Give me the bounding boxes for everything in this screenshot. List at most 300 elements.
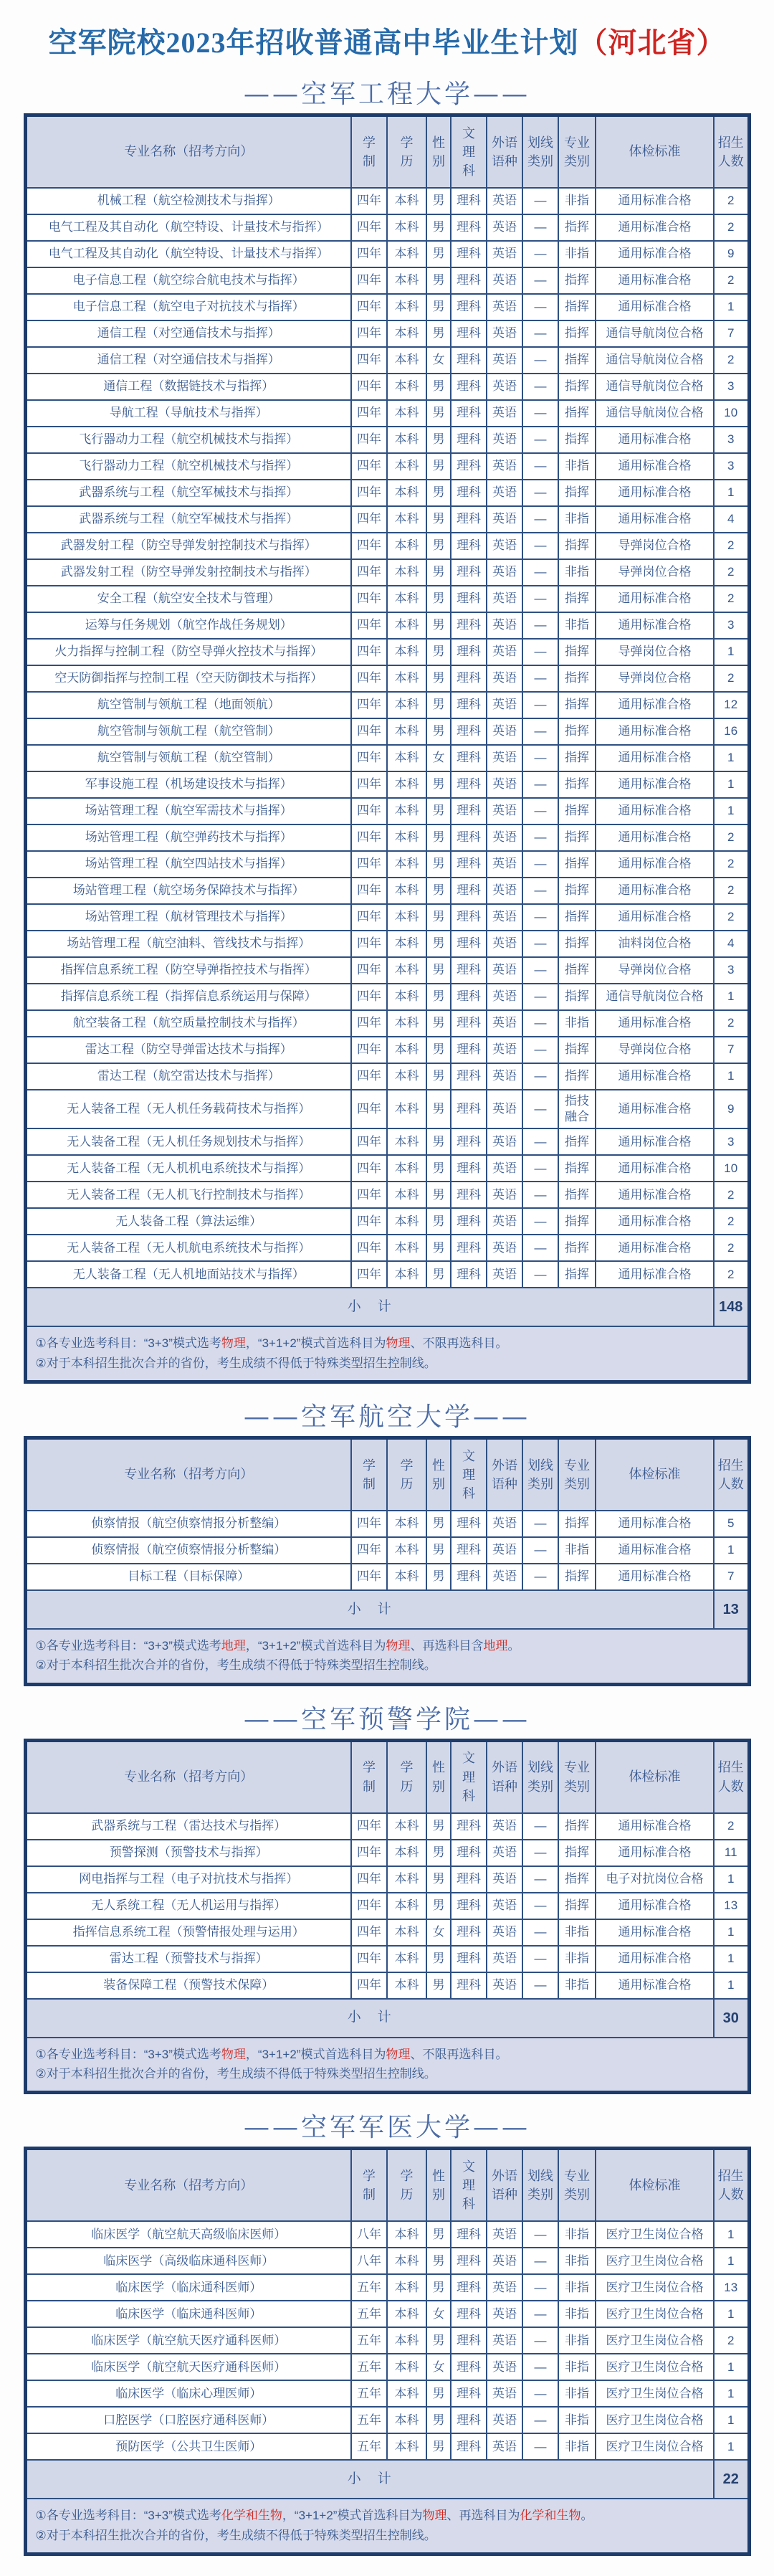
cell-track: 理科 (451, 374, 487, 400)
cell-years: 四年 (351, 639, 387, 665)
column-header-label: 专业名称（招考方向） (124, 1467, 254, 1482)
cell-language: 英语 (487, 2380, 522, 2407)
cell-line-category: — (522, 2221, 558, 2248)
cell-gender: 男 (426, 1972, 451, 1999)
cell-language: 英语 (487, 427, 522, 453)
cell-language: 英语 (487, 2407, 522, 2433)
cell-major: 场站管理工程（航空四站技术与指挥） (25, 851, 351, 878)
subtotal-row (25, 1590, 749, 1629)
column-header (25, 115, 351, 189)
cell-medical-standard: 通用标准合格 (596, 1564, 714, 1590)
cell-line-category: — (522, 692, 558, 718)
university-section (0, 1397, 774, 1686)
cell-degree: 本科 (387, 188, 426, 214)
cell-medical-standard: 油料岗位合格 (596, 931, 714, 957)
cell-years: 四年 (351, 1155, 387, 1182)
cell-medical-standard: 通用标准合格 (596, 745, 714, 771)
cell-years: 八年 (351, 2248, 387, 2274)
cell-track: 理科 (451, 1564, 487, 1590)
subtotal-label: 小 计 (25, 1288, 714, 1326)
note-segment: 物理 (386, 1336, 411, 1351)
cell-major-category: 指挥 (558, 1261, 596, 1288)
cell-count: 9 (714, 241, 749, 267)
cell-gender: 男 (426, 2327, 451, 2354)
cell-major: 临床医学（航空航天医疗通科医师） (25, 2327, 351, 2354)
cell-major: 指挥信息系统工程（防空导弹指控技术与指挥） (25, 957, 351, 984)
cell-major-category: 非指 (558, 559, 596, 586)
cell-language: 英语 (487, 267, 522, 294)
cell-count: 7 (714, 1564, 749, 1590)
cell-major: 指挥信息系统工程（预警情报处理与运用） (25, 1919, 351, 1946)
cell-track: 理科 (451, 400, 487, 427)
table-row (25, 771, 749, 798)
cell-degree: 本科 (387, 2354, 426, 2380)
page-title-text: 空军院校2023年招收普通高中毕业生计划 (48, 27, 579, 59)
cell-gender: 女 (426, 1919, 451, 1946)
cell-degree: 本科 (387, 798, 426, 824)
cell-major-category: 非指 (558, 188, 596, 214)
cell-major: 侦察情报（航空侦察情报分析整编） (25, 1511, 351, 1537)
table-row (25, 718, 749, 745)
cell-medical-standard: 通用标准合格 (596, 1063, 714, 1090)
cell-major: 航空管制与领航工程（航空管制） (25, 745, 351, 771)
cell-count: 13 (714, 2274, 749, 2301)
cell-years: 四年 (351, 824, 387, 851)
cell-major-category: 指挥 (558, 957, 596, 984)
column-header-label: 性别 (431, 1760, 445, 1794)
cell-gender: 男 (426, 1893, 451, 1919)
university-title: ——空军航空大学—— (243, 1402, 530, 1432)
cell-medical-standard: 通信导航岗位合格 (596, 320, 714, 347)
cell-major-category: 非指 (558, 2433, 596, 2460)
column-header (451, 2149, 487, 2222)
cell-major-category: 指挥 (558, 294, 596, 320)
table-row (25, 692, 749, 718)
cell-gender: 男 (426, 904, 451, 931)
column-header-label: 外语语种 (492, 2169, 517, 2202)
column-header (451, 1437, 487, 1511)
cell-major-category: 指挥 (558, 824, 596, 851)
cell-medical-standard: 通用标准合格 (596, 480, 714, 506)
note-segment: 。 (580, 2509, 593, 2523)
cell-count: 2 (714, 267, 749, 294)
cell-line-category: — (522, 1155, 558, 1182)
cell-major-category: 非指 (558, 506, 596, 533)
cell-line-category: — (522, 851, 558, 878)
cell-language: 英语 (487, 665, 522, 692)
cell-track: 理科 (451, 1893, 487, 1919)
column-header (558, 2149, 596, 2222)
cell-years: 四年 (351, 374, 387, 400)
cell-medical-standard: 医疗卫生岗位合格 (596, 2354, 714, 2380)
cell-track: 理科 (451, 533, 487, 559)
cell-years: 四年 (351, 559, 387, 586)
cell-degree: 本科 (387, 904, 426, 931)
cell-degree: 本科 (387, 1972, 426, 1999)
cell-line-category: — (522, 1537, 558, 1564)
cell-degree: 本科 (387, 984, 426, 1010)
cell-count: 1 (714, 2407, 749, 2433)
cell-degree: 本科 (387, 1511, 426, 1537)
cell-line-category: — (522, 1564, 558, 1590)
cell-track: 理科 (451, 267, 487, 294)
cell-degree: 本科 (387, 1128, 426, 1155)
table-row (25, 1564, 749, 1590)
cell-gender: 男 (426, 2248, 451, 2274)
note-segment: ①各专业选考科目：“3+3”模式选考 (35, 2047, 221, 2061)
cell-major: 口腔医学（口腔医疗通科医师） (25, 2407, 351, 2433)
admission-table (24, 1739, 751, 2095)
cell-language: 英语 (487, 1972, 522, 1999)
column-header-label: 专业类别 (564, 2169, 590, 2202)
column-header-label: 专业类别 (564, 1760, 590, 1794)
cell-medical-standard: 通用标准合格 (596, 453, 714, 480)
cell-track: 理科 (451, 2327, 487, 2354)
cell-track: 理科 (451, 294, 487, 320)
table-row (25, 2327, 749, 2354)
cell-track: 理科 (451, 1261, 487, 1288)
note-segment: 物理 (386, 1638, 411, 1653)
cell-language: 英语 (487, 1208, 522, 1235)
note-segment: ②对于本科招生批次合并的省份，考生成绩不得低于特殊类型招生控制线。 (35, 1356, 436, 1370)
cell-major: 侦察情报（航空侦察情报分析整编） (25, 1537, 351, 1564)
cell-major-category: 指挥 (558, 400, 596, 427)
cell-major: 场站管理工程（航空军需技术与指挥） (25, 798, 351, 824)
cell-years: 四年 (351, 1010, 387, 1037)
note-segment: 物理 (221, 1336, 246, 1351)
cell-count: 1 (714, 2301, 749, 2327)
cell-track: 理科 (451, 559, 487, 586)
notes-row (25, 1629, 749, 1684)
cell-years: 四年 (351, 586, 387, 612)
column-header-label: 划线类别 (527, 2169, 553, 2202)
cell-line-category: — (522, 665, 558, 692)
cell-degree: 本科 (387, 718, 426, 745)
cell-language: 英语 (487, 878, 522, 904)
cell-gender: 男 (426, 1235, 451, 1261)
cell-major-category: 指挥 (558, 214, 596, 241)
cell-gender: 男 (426, 427, 451, 453)
cell-major-category: 指挥 (558, 639, 596, 665)
cell-years: 四年 (351, 957, 387, 984)
cell-major-category: 指挥 (558, 427, 596, 453)
cell-degree: 本科 (387, 1946, 426, 1972)
column-header-label: 体检标准 (629, 2177, 681, 2192)
cell-gender: 男 (426, 320, 451, 347)
cell-major: 临床医学（临床心理医师） (25, 2380, 351, 2407)
cell-major: 航空装备工程（航空质量控制技术与指挥） (25, 1010, 351, 1037)
cell-count: 2 (714, 214, 749, 241)
cell-track: 理科 (451, 824, 487, 851)
subtotal-value: 13 (714, 1590, 749, 1629)
cell-medical-standard: 通用标准合格 (596, 294, 714, 320)
column-header-label: 学制 (362, 2169, 376, 2202)
cell-medical-standard: 通用标准合格 (596, 1261, 714, 1288)
cell-degree: 本科 (387, 1564, 426, 1590)
cell-major: 雷达工程（防空导弹雷达技术与指挥） (25, 1037, 351, 1063)
cell-line-category: — (522, 745, 558, 771)
cell-gender: 男 (426, 1511, 451, 1537)
column-header-label: 专业类别 (564, 135, 590, 168)
cell-line-category: — (522, 612, 558, 639)
cell-years: 四年 (351, 347, 387, 374)
column-header (487, 1437, 522, 1511)
table-row (25, 1235, 749, 1261)
column-header (351, 115, 387, 189)
cell-major-category: 指挥 (558, 984, 596, 1010)
university-section (0, 74, 774, 1384)
cell-line-category: — (522, 824, 558, 851)
header-row (25, 2149, 749, 2222)
cell-track: 理科 (451, 1182, 487, 1208)
cell-track: 理科 (451, 2221, 487, 2248)
cell-line-category: — (522, 453, 558, 480)
cell-degree: 本科 (387, 1893, 426, 1919)
cell-degree: 本科 (387, 2301, 426, 2327)
cell-medical-standard: 通用标准合格 (596, 692, 714, 718)
cell-line-category: — (522, 1010, 558, 1037)
cell-major: 临床医学（临床通科医师） (25, 2301, 351, 2327)
column-header (522, 1740, 558, 1813)
cell-line-category: — (522, 294, 558, 320)
column-header (714, 2149, 749, 2222)
cell-major-category: 指挥 (558, 533, 596, 559)
cell-major-category: 指挥 (558, 1511, 596, 1537)
cell-language: 英语 (487, 241, 522, 267)
cell-line-category: — (522, 878, 558, 904)
note-segment: 物理 (422, 2509, 447, 2523)
cell-track: 理科 (451, 347, 487, 374)
cell-years: 五年 (351, 2354, 387, 2380)
cell-major: 导航工程（导航技术与指挥） (25, 400, 351, 427)
cell-language: 英语 (487, 1037, 522, 1063)
cell-major-category: 非指 (558, 453, 596, 480)
cell-count: 4 (714, 506, 749, 533)
note-segment: ，“3+1+2”模式首选科目为 (245, 2047, 386, 2061)
cell-major-category: 非指 (558, 2380, 596, 2407)
cell-track: 理科 (451, 453, 487, 480)
cell-track: 理科 (451, 612, 487, 639)
cell-years: 五年 (351, 2327, 387, 2354)
cell-major: 无人装备工程（无人机任务载荷技术与指挥） (25, 1090, 351, 1128)
column-header (596, 115, 714, 189)
note-line (36, 2045, 739, 2064)
cell-count: 3 (714, 612, 749, 639)
cell-degree: 本科 (387, 267, 426, 294)
cell-major-category: 指挥 (558, 1564, 596, 1590)
university-section (0, 2107, 774, 2556)
cell-degree: 本科 (387, 2221, 426, 2248)
subtotal-row (25, 1999, 749, 2038)
cell-gender: 男 (426, 453, 451, 480)
cell-count: 2 (714, 824, 749, 851)
cell-track: 理科 (451, 1037, 487, 1063)
cell-language: 英语 (487, 480, 522, 506)
cell-line-category: — (522, 984, 558, 1010)
cell-gender: 男 (426, 2380, 451, 2407)
cell-years: 四年 (351, 851, 387, 878)
cell-track: 理科 (451, 2407, 487, 2433)
cell-track: 理科 (451, 1155, 487, 1182)
column-header (387, 1437, 426, 1511)
cell-line-category: — (522, 1511, 558, 1537)
cell-line-category: — (522, 798, 558, 824)
cell-degree: 本科 (387, 2407, 426, 2433)
note-segment: ，“3+1+2”模式首选科目为 (245, 1638, 386, 1653)
cell-line-category: — (522, 771, 558, 798)
cell-degree: 本科 (387, 214, 426, 241)
cell-gender: 男 (426, 851, 451, 878)
column-header-label: 学制 (362, 1458, 376, 1491)
cell-gender: 男 (426, 2433, 451, 2460)
cell-line-category: — (522, 931, 558, 957)
cell-count: 3 (714, 1128, 749, 1155)
cell-major: 临床医学（临床通科医师） (25, 2274, 351, 2301)
cell-gender: 男 (426, 1537, 451, 1564)
cell-count: 1 (714, 639, 749, 665)
cell-major-category: 指挥 (558, 1155, 596, 1182)
cell-major-category: 非指 (558, 2221, 596, 2248)
cell-gender: 女 (426, 2354, 451, 2380)
cell-line-category: — (522, 1261, 558, 1288)
cell-count: 1 (714, 1946, 749, 1972)
cell-line-category: — (522, 2274, 558, 2301)
cell-line-category: — (522, 1182, 558, 1208)
notes-cell (25, 2499, 749, 2554)
table-row (25, 1208, 749, 1235)
cell-major-category: 指挥 (558, 931, 596, 957)
cell-count: 1 (714, 2380, 749, 2407)
cell-medical-standard: 通用标准合格 (596, 506, 714, 533)
cell-medical-standard: 医疗卫生岗位合格 (596, 2221, 714, 2248)
cell-track: 理科 (451, 214, 487, 241)
table-row (25, 1155, 749, 1182)
cell-medical-standard: 导弹岗位合格 (596, 1037, 714, 1063)
cell-degree: 本科 (387, 2380, 426, 2407)
cell-gender: 男 (426, 267, 451, 294)
cell-medical-standard: 通用标准合格 (596, 1155, 714, 1182)
cell-count: 2 (714, 904, 749, 931)
table-row (25, 453, 749, 480)
cell-degree: 本科 (387, 2248, 426, 2274)
cell-major-category: 指挥 (558, 851, 596, 878)
table-row (25, 612, 749, 639)
cell-major: 通信工程（数据链技术与指挥） (25, 374, 351, 400)
cell-gender: 男 (426, 1564, 451, 1590)
cell-degree: 本科 (387, 1010, 426, 1037)
table-row (25, 1972, 749, 1999)
cell-count: 2 (714, 586, 749, 612)
cell-major-category: 指挥 (558, 798, 596, 824)
admission-table (24, 2147, 751, 2556)
cell-degree: 本科 (387, 2327, 426, 2354)
table-row (25, 1063, 749, 1090)
cell-language: 英语 (487, 1813, 522, 1840)
cell-major-category: 指挥 (558, 745, 596, 771)
cell-medical-standard: 通用标准合格 (596, 1235, 714, 1261)
cell-major: 无人系统工程（无人机运用与指挥） (25, 1893, 351, 1919)
cell-years: 四年 (351, 612, 387, 639)
cell-degree: 本科 (387, 692, 426, 718)
column-header-label: 性别 (431, 1458, 445, 1491)
cell-gender: 男 (426, 2221, 451, 2248)
column-header (558, 1437, 596, 1511)
column-header-label: 体检标准 (629, 1467, 681, 1482)
table-row (25, 188, 749, 214)
cell-language: 英语 (487, 320, 522, 347)
cell-track: 理科 (451, 2380, 487, 2407)
cell-count: 2 (714, 1813, 749, 1840)
table-row (25, 1919, 749, 1946)
cell-degree: 本科 (387, 665, 426, 692)
subtotal-row (25, 1288, 749, 1326)
column-header (426, 1740, 451, 1813)
cell-major: 场站管理工程（航空场务保障技术与指挥） (25, 878, 351, 904)
notes-cell (25, 1326, 749, 1382)
cell-language: 英语 (487, 2301, 522, 2327)
notes-row (25, 1326, 749, 1382)
cell-line-category: — (522, 1866, 558, 1893)
subtotal-value: 22 (714, 2460, 749, 2499)
column-header (426, 2149, 451, 2222)
cell-major-category: 非指 (558, 2301, 596, 2327)
cell-degree: 本科 (387, 878, 426, 904)
cell-line-category: — (522, 1893, 558, 1919)
cell-count: 2 (714, 851, 749, 878)
cell-track: 理科 (451, 1208, 487, 1235)
cell-count: 2 (714, 533, 749, 559)
note-segment: ②对于本科招生批次合并的省份，考生成绩不得低于特殊类型招生控制线。 (35, 1658, 436, 1673)
cell-language: 英语 (487, 214, 522, 241)
column-header-label: 学历 (400, 1458, 414, 1491)
cell-years: 四年 (351, 1090, 387, 1128)
cell-medical-standard: 通用标准合格 (596, 1208, 714, 1235)
cell-count: 1 (714, 2221, 749, 2248)
table-row (25, 2354, 749, 2380)
cell-gender: 男 (426, 1010, 451, 1037)
cell-medical-standard: 导弹岗位合格 (596, 559, 714, 586)
column-header-label: 划线类别 (527, 1458, 553, 1491)
cell-language: 英语 (487, 400, 522, 427)
cell-language: 英语 (487, 771, 522, 798)
cell-medical-standard: 通信导航岗位合格 (596, 984, 714, 1010)
cell-language: 英语 (487, 1564, 522, 1590)
cell-years: 四年 (351, 1813, 387, 1840)
cell-language: 英语 (487, 984, 522, 1010)
cell-language: 英语 (487, 1063, 522, 1090)
column-header (25, 2149, 351, 2222)
table-row (25, 2407, 749, 2433)
cell-medical-standard: 通信导航岗位合格 (596, 347, 714, 374)
cell-major: 雷达工程（航空雷达技术与指挥） (25, 1063, 351, 1090)
admission-table (24, 113, 751, 1384)
cell-language: 英语 (487, 533, 522, 559)
column-header (487, 115, 522, 189)
cell-major-category: 指挥 (558, 320, 596, 347)
cell-years: 四年 (351, 241, 387, 267)
cell-medical-standard: 通用标准合格 (596, 851, 714, 878)
cell-line-category: — (522, 506, 558, 533)
column-header (426, 115, 451, 189)
cell-years: 四年 (351, 267, 387, 294)
cell-track: 理科 (451, 665, 487, 692)
cell-count: 16 (714, 718, 749, 745)
cell-major: 网电指挥与工程（电子对抗技术与指挥） (25, 1866, 351, 1893)
cell-language: 英语 (487, 1511, 522, 1537)
cell-major-category: 指挥 (558, 1128, 596, 1155)
table-row (25, 665, 749, 692)
cell-major: 临床医学（高级临床通科医师） (25, 2248, 351, 2274)
